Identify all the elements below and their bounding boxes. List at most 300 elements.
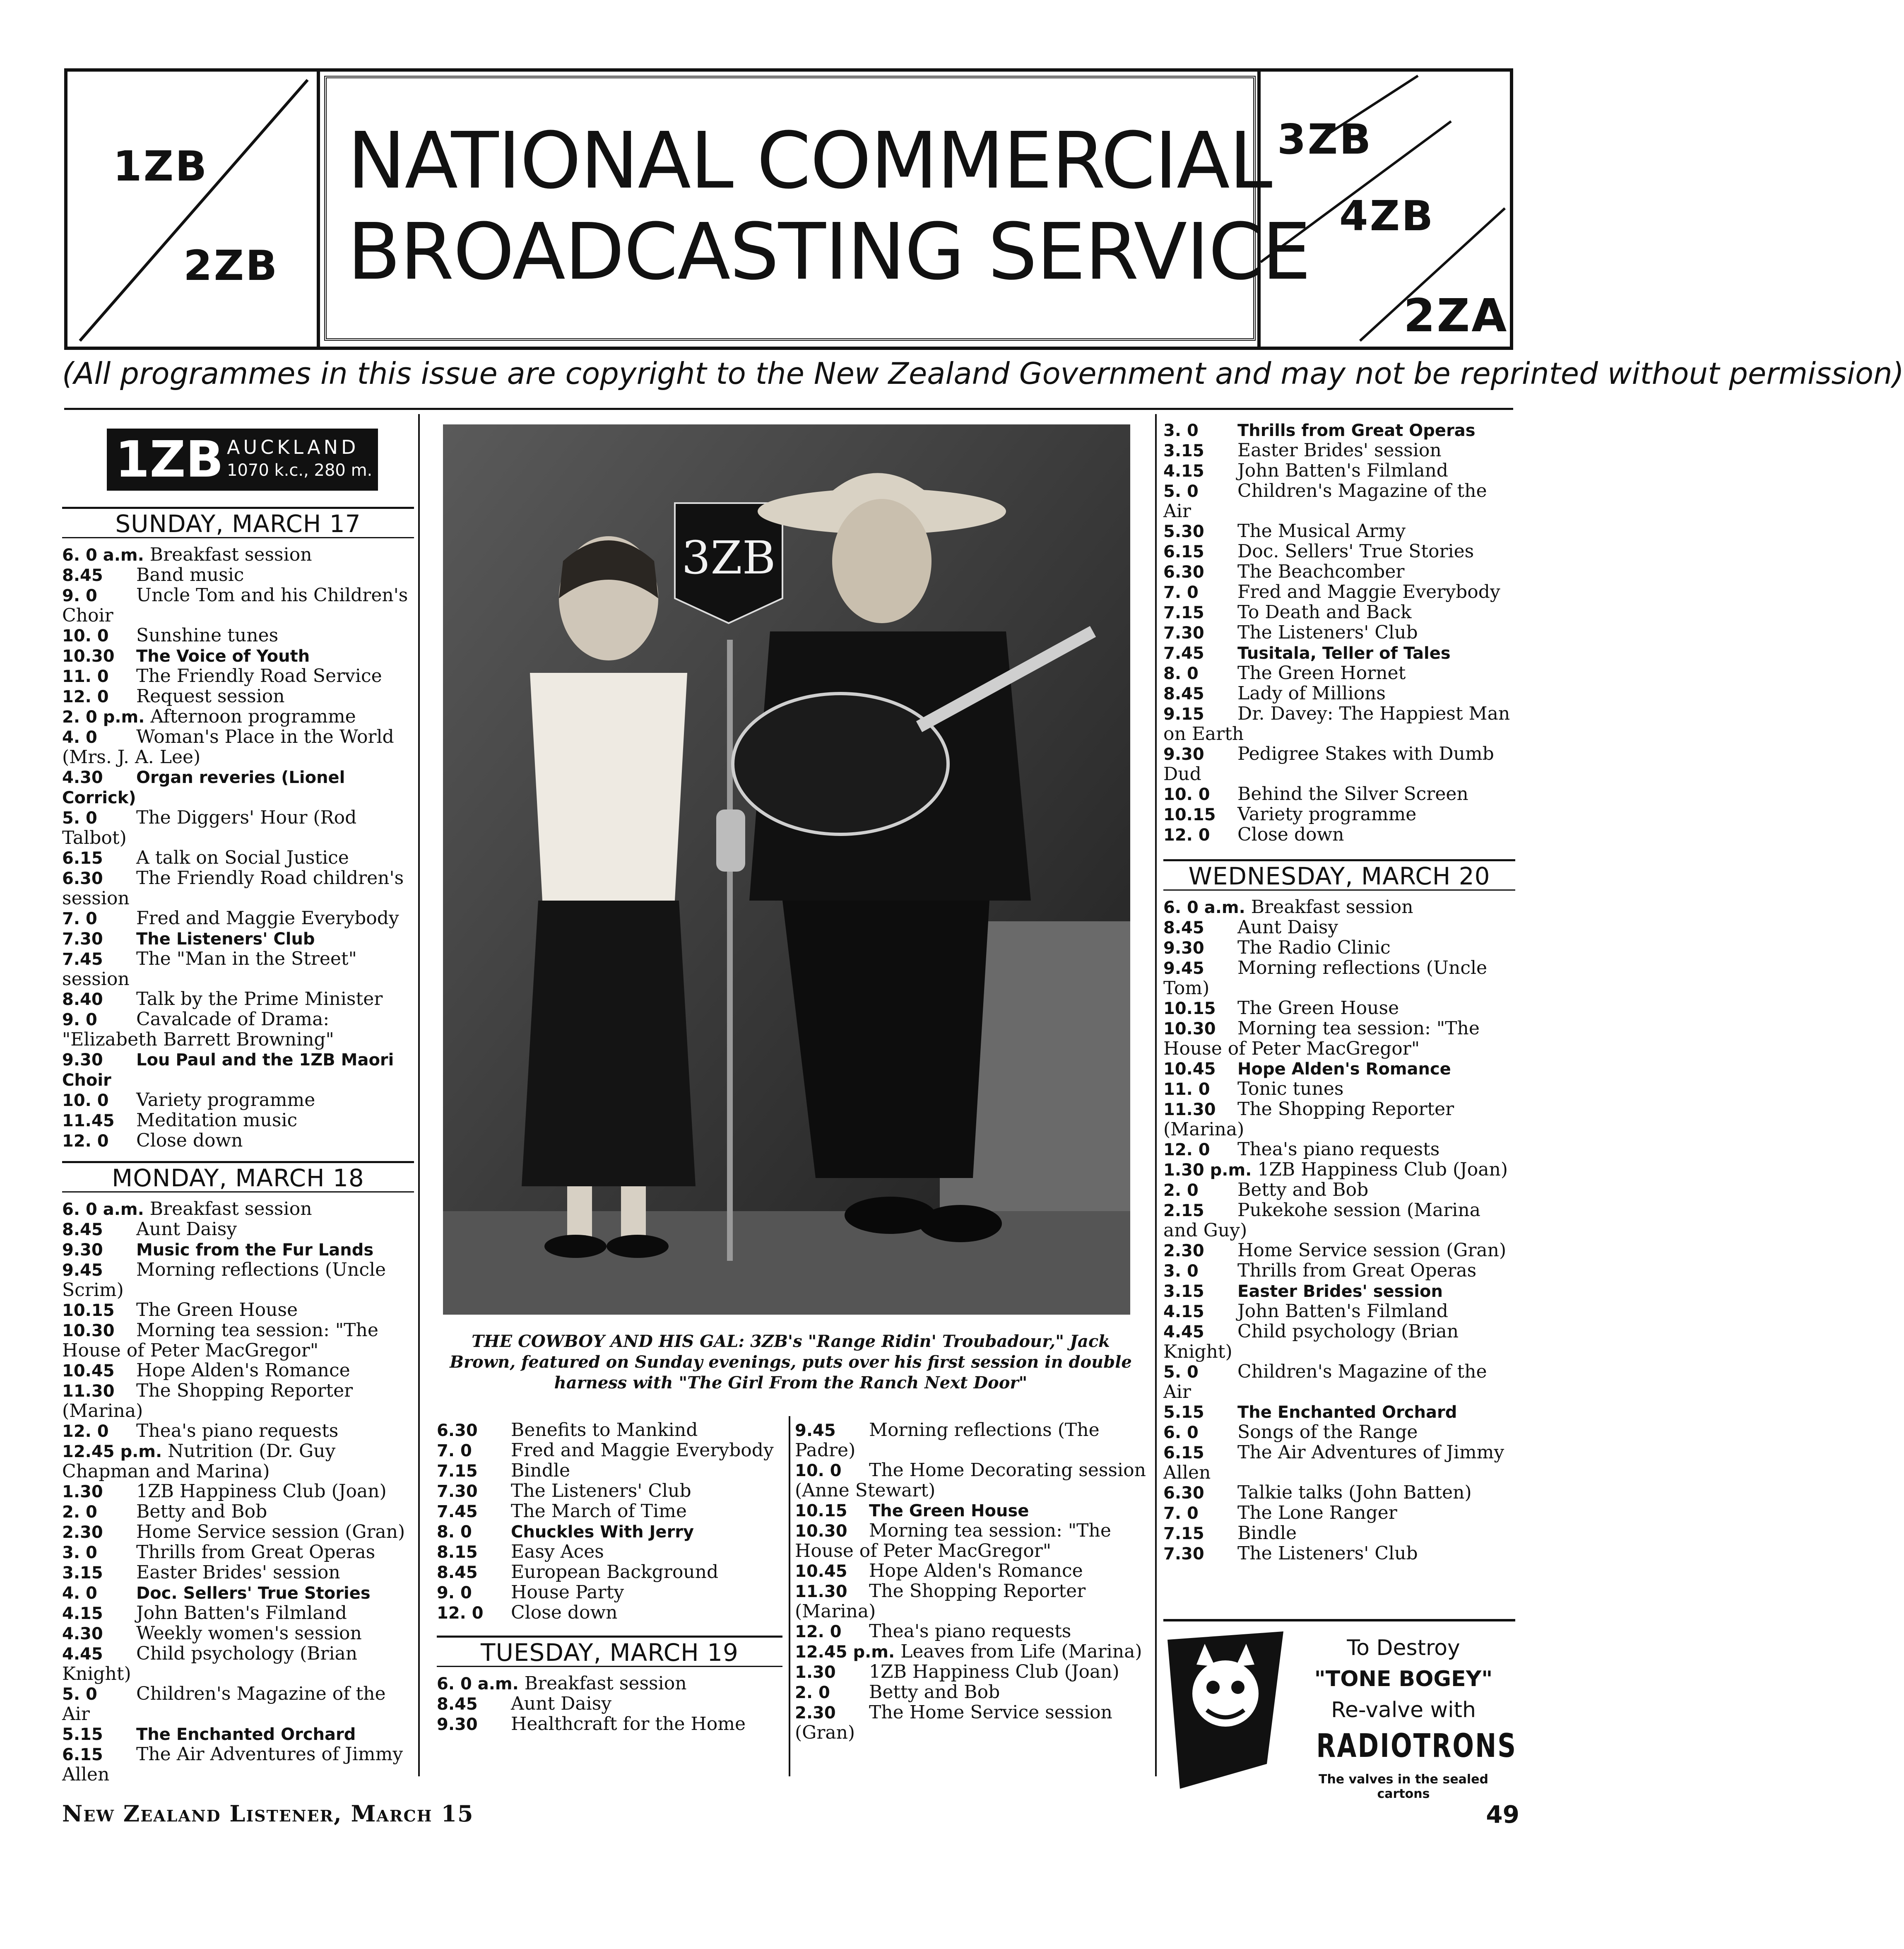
schedule-item (62, 1441, 414, 1482)
schedule-time: 8.45 (62, 566, 103, 585)
diagonal-rule-left (67, 72, 317, 347)
ad-tagline: The valves in the sealed cartons (1318, 1772, 1489, 1801)
radiotrons-advertisement (1163, 1619, 1515, 1801)
programme-title: Songs of the Range (1237, 1421, 1418, 1443)
schedule-item (1163, 938, 1515, 958)
programme-title: The March of Time (511, 1501, 687, 1522)
schedule-time: 10.45 (62, 1361, 115, 1380)
programme-title: Thea's piano requests (136, 1420, 339, 1441)
station-3zb: 3ZB (1277, 115, 1373, 164)
schedule-time: 2. 0 p.m. (62, 708, 145, 727)
day-heading-wednesday: WEDNESDAY, MARCH 20 (1163, 859, 1515, 891)
schedule-item (1163, 461, 1515, 481)
tone-bogey-imp-icon (1163, 1627, 1288, 1793)
schedule-time: 7.45 (1163, 644, 1204, 663)
schedule-item (62, 666, 414, 687)
schedule-item (1163, 1544, 1515, 1564)
programme-title: Morning reflections (Uncle Tom) (1163, 957, 1488, 999)
schedule-item (1163, 1483, 1515, 1503)
programme-title: Easter Brides' session (1237, 1282, 1443, 1301)
schedule-item (62, 1684, 414, 1724)
programme-title: Hope Alden's Romance (136, 1360, 350, 1381)
schedule-item (1163, 602, 1515, 623)
schedule-item (62, 626, 414, 646)
programme-title: Betty and Bob (1237, 1179, 1369, 1200)
programme-title: Pedigree Stakes with Dumb Dud (1163, 743, 1494, 785)
programme-title: The Green House (136, 1299, 298, 1320)
schedule-item (437, 1522, 782, 1542)
programme-title: The Radio Clinic (1237, 937, 1391, 958)
schedule-item (437, 1714, 782, 1735)
schedule-time: 10.15 (1163, 805, 1216, 824)
schedule-time: 9.45 (62, 1261, 103, 1280)
programme-title: Healthcraft for the Home (511, 1713, 746, 1735)
schedule-time: 7. 0 (62, 909, 97, 928)
schedule-item (795, 1581, 1149, 1621)
masthead-title-box (324, 76, 1310, 341)
programme-title: The Air Adventures of Jimmy Allen (62, 1744, 403, 1785)
schedule-time: 4.45 (1163, 1323, 1204, 1342)
schedule-item (1163, 623, 1515, 643)
schedule-time: 11.30 (795, 1582, 847, 1601)
programme-title: Woman's Place in the World (Mrs. J. A. Lee) (62, 726, 394, 768)
schedule-time: 6.30 (62, 869, 103, 888)
schedule-item (437, 1481, 782, 1501)
schedule-time: 9.30 (62, 1050, 103, 1070)
schedule-item (437, 1542, 782, 1562)
schedule-item (1163, 958, 1515, 998)
programme-title: The Listeners' Club (1237, 1543, 1418, 1564)
masthead-right-panel (1257, 72, 1510, 347)
programme-title: The Home Service session (Gran) (795, 1702, 1112, 1743)
schedule-time: 9.30 (1163, 939, 1204, 958)
schedule-item (437, 1603, 782, 1623)
schedule-item (1163, 1503, 1515, 1523)
programme-title: The Green House (1237, 997, 1399, 1019)
schedule-item (1163, 1059, 1515, 1079)
schedule-time: 3.15 (1163, 1282, 1204, 1301)
schedule-time: 6. 0 a.m. (1163, 898, 1245, 917)
schedule-time: 3.15 (1163, 441, 1204, 460)
programme-title: Organ reveries (Lionel Corrick) (62, 768, 345, 807)
schedule-time: 2.30 (795, 1703, 836, 1723)
ad-line-2: "TONE BOGEY" (1314, 1667, 1493, 1691)
programme-title: Variety programme (1237, 804, 1417, 825)
schedule-item (62, 1563, 414, 1583)
programme-title: Fred and Maggie Everybody (136, 908, 399, 929)
schedule-item (1163, 1099, 1515, 1140)
station-badge-1zb (107, 429, 378, 491)
schedule-item (1163, 542, 1515, 562)
schedule-item (62, 1624, 414, 1644)
programme-title: Easy Aces (511, 1541, 604, 1562)
schedule-item (1163, 562, 1515, 582)
schedule-time: 9.30 (437, 1715, 478, 1734)
schedule-time: 10.45 (1163, 1060, 1216, 1079)
schedule-item (437, 1501, 782, 1522)
schedule-time: 4.30 (62, 768, 103, 787)
schedule-time: 7.30 (1163, 624, 1204, 643)
schedule-time: 6.30 (1163, 1484, 1204, 1503)
schedule-time: 3. 0 (1163, 421, 1199, 440)
programme-title: 1ZB Happiness Club (Joan) (136, 1481, 387, 1502)
copyright-notice: (All programmes in this issue are copyright to the New Zealand Government and may not be reprinted without permission) (62, 356, 1904, 391)
schedule-time: 4. 0 (62, 728, 97, 747)
schedule-time: 7. 0 (437, 1441, 472, 1460)
programme-title: Benefits to Mankind (511, 1419, 698, 1441)
schedule-time: 10. 0 (62, 626, 109, 646)
programme-title: The Friendly Road Service (136, 665, 382, 687)
programme-title: Morning reflections (The Padre) (795, 1419, 1100, 1461)
schedule-time: 5.15 (1163, 1403, 1204, 1422)
programme-title: The Musical Army (1237, 520, 1406, 542)
schedule-item (1163, 420, 1515, 441)
schedule-time: 9. 0 (437, 1583, 472, 1602)
programme-title: Dr. Davey: The Happiest Man on Earth (1163, 703, 1510, 744)
programme-title: Sunshine tunes (136, 625, 279, 646)
schedule-time: 10.30 (795, 1522, 847, 1541)
flag-3zb-label: 3ZB (681, 531, 776, 584)
schedule-time: 7.45 (437, 1502, 478, 1521)
schedule-item (1163, 1180, 1515, 1200)
schedule-item (1163, 918, 1515, 938)
schedule-time: 10.15 (795, 1501, 847, 1520)
photo-caption: THE COWBOY AND HIS GAL: 3ZB's "Range Ridin' Troubadour," Jack Brown, featured on Sunday evenings, puts over his first session in double harness with "The Girl From the Ranch Next Door" (450, 1332, 1132, 1392)
programme-title: The Diggers' Hour (Rod Talbot) (62, 807, 357, 848)
schedule-time: 10.15 (1163, 999, 1216, 1018)
schedule-item (1163, 1261, 1515, 1281)
title-line-1: NATIONAL COMMERCIAL (347, 116, 1272, 206)
column-monday-cont-tuesday (437, 1420, 782, 1735)
schedule-item (62, 1644, 414, 1684)
schedule-item (62, 848, 414, 868)
schedule-item (62, 808, 414, 848)
schedule-time: 8.15 (437, 1543, 478, 1562)
schedule-time: 6.15 (62, 849, 103, 868)
programme-title: The "Man in the Street" session (62, 948, 357, 990)
schedule-time: 9.30 (1163, 745, 1204, 764)
schedule-time: 7.15 (1163, 603, 1204, 622)
schedule-time: 4.15 (1163, 462, 1204, 481)
programme-title: Easter Brides' session (136, 1562, 340, 1583)
programme-title: The Enchanted Orchard (136, 1725, 356, 1744)
programme-title: Nutrition (Dr. Guy Chapman and Marina) (62, 1441, 336, 1482)
programme-title: Home Service session (Gran) (136, 1521, 405, 1542)
schedule-list-wednesday (1163, 897, 1515, 1564)
schedule-item (1163, 1322, 1515, 1362)
schedule-item (62, 1744, 414, 1785)
publication-line: New Zealand Listener, March 15 (62, 1800, 474, 1827)
schedule-item (1163, 1301, 1515, 1322)
programme-title: Children's Magazine of the Air (1163, 480, 1487, 522)
badge-city: AUCKLAND (227, 436, 359, 458)
schedule-time: 9. 0 (62, 586, 97, 605)
schedule-time: 7.45 (62, 950, 103, 969)
schedule-time: 12. 0 (437, 1604, 484, 1623)
schedule-time: 12. 0 (62, 687, 109, 706)
schedule-time: 6.15 (1163, 1443, 1204, 1462)
schedule-time: 8.45 (1163, 918, 1204, 937)
schedule-item (795, 1501, 1149, 1521)
schedule-item (62, 1111, 414, 1131)
schedule-item (1163, 1422, 1515, 1443)
schedule-time: 8.40 (62, 990, 103, 1009)
schedule-item (437, 1562, 782, 1583)
schedule-time: 2. 0 (1163, 1181, 1199, 1200)
schedule-time: 2.30 (62, 1523, 103, 1542)
schedule-time: 12. 0 (1163, 1140, 1210, 1159)
programme-title: Aunt Daisy (1237, 917, 1338, 938)
programme-title: Close down (136, 1130, 243, 1151)
schedule-item (1163, 784, 1515, 805)
schedule-time: 5. 0 (62, 809, 97, 828)
schedule-time: 7.15 (1163, 1524, 1204, 1543)
schedule-time: 10. 0 (795, 1461, 842, 1480)
column-divider (1155, 414, 1157, 1776)
schedule-time: 10.45 (795, 1562, 847, 1581)
station-1zb: 1ZB (113, 142, 209, 190)
station-2za: 2ZA (1403, 289, 1509, 342)
schedule-item (62, 585, 414, 626)
schedule-item (1163, 897, 1515, 918)
schedule-item (62, 727, 414, 767)
schedule-item (62, 545, 414, 565)
schedule-item (1163, 1523, 1515, 1544)
programme-title: Meditation music (136, 1110, 298, 1131)
schedule-time: 3.15 (62, 1564, 103, 1583)
schedule-item (1163, 704, 1515, 744)
masthead (64, 68, 1513, 350)
programme-title: Doc. Sellers' True Stories (136, 1584, 371, 1603)
programme-title: The Voice of Youth (136, 647, 310, 666)
schedule-time: 5. 0 (62, 1685, 97, 1704)
schedule-time: 7. 0 (1163, 583, 1199, 602)
programme-title: John Batten's Filmland (1237, 460, 1448, 481)
schedule-item (1163, 1362, 1515, 1402)
schedule-item (1163, 643, 1515, 663)
programme-title: Morning tea session: "The House of Peter MacGregor" (62, 1320, 378, 1361)
programme-title: Thea's piano requests (1237, 1139, 1440, 1160)
schedule-item (1163, 1140, 1515, 1160)
schedule-item (62, 1219, 414, 1240)
schedule-time: 4.15 (1163, 1302, 1204, 1321)
programme-title: Lou Paul and the 1ZB Maori Choir (62, 1050, 394, 1090)
schedule-item (62, 1482, 414, 1502)
schedule-time: 5. 0 (1163, 1363, 1199, 1382)
programme-title: Bindle (1237, 1523, 1297, 1544)
schedule-item (1163, 481, 1515, 521)
column-tuesday-cont (795, 1420, 1149, 1743)
schedule-item (62, 1361, 414, 1381)
schedule-item (795, 1521, 1149, 1561)
schedule-time: 9.15 (1163, 705, 1204, 724)
programme-title: Doc. Sellers' True Stories (1237, 541, 1474, 562)
schedule-item (795, 1642, 1149, 1662)
schedule-item (62, 565, 414, 585)
schedule-item (795, 1561, 1149, 1581)
schedule-item (795, 1682, 1149, 1703)
schedule-item (795, 1703, 1149, 1743)
programme-title: Morning tea session: "The House of Peter MacGregor" (1163, 1018, 1480, 1059)
day-heading-monday: MONDAY, MARCH 18 (62, 1161, 414, 1193)
programme-title: Chuckles With Jerry (511, 1523, 694, 1542)
schedule-item (795, 1621, 1149, 1642)
schedule-time: 1.30 (795, 1663, 836, 1682)
schedule-time: 7.30 (437, 1482, 478, 1501)
schedule-item (1163, 1019, 1515, 1059)
schedule-list-tuesday-cont2 (1163, 420, 1515, 845)
schedule-time: 9.45 (795, 1421, 836, 1440)
schedule-time: 6.30 (1163, 563, 1204, 582)
page-footer (62, 1800, 1519, 1833)
schedule-item (1163, 998, 1515, 1019)
schedule-time: 12. 0 (62, 1422, 109, 1441)
programme-title: Breakfast session (524, 1673, 687, 1694)
programme-title: European Background (511, 1561, 719, 1583)
programme-title: Morning reflections (Uncle Scrim) (62, 1259, 386, 1301)
programme-title: The Enchanted Orchard (1237, 1403, 1457, 1422)
schedule-item (62, 767, 414, 808)
schedule-item (1163, 582, 1515, 602)
schedule-list-sunday (62, 545, 414, 1151)
schedule-time: 3. 0 (1163, 1262, 1199, 1281)
schedule-item (62, 1320, 414, 1361)
programme-title: The Green House (869, 1501, 1029, 1520)
schedule-time: 12. 0 (1163, 826, 1210, 845)
column-divider (418, 414, 420, 1776)
schedule-item (62, 908, 414, 929)
schedule-item (795, 1662, 1149, 1682)
programme-title: Close down (1237, 824, 1344, 845)
column-sunday-monday (62, 501, 414, 1785)
programme-title: Home Service session (Gran) (1237, 1240, 1507, 1261)
day-heading-tuesday: TUESDAY, MARCH 19 (437, 1636, 782, 1667)
schedule-time: 7.15 (437, 1462, 478, 1481)
programme-title: Child psychology (Brian Knight) (62, 1643, 358, 1684)
schedule-time: 10. 0 (1163, 785, 1210, 804)
schedule-time: 7.30 (1163, 1544, 1204, 1564)
schedule-time: 9. 0 (62, 1010, 97, 1029)
photo-cowboy-and-gal (443, 424, 1130, 1315)
programme-title: Uncle Tom and his Children's Choir (62, 585, 408, 626)
programme-title: Betty and Bob (136, 1501, 267, 1522)
schedule-time: 2. 0 (62, 1503, 97, 1522)
schedule-time: 4.15 (62, 1604, 103, 1623)
day-heading-sunday: SUNDAY, MARCH 17 (62, 507, 414, 538)
programme-title: Fred and Maggie Everybody (511, 1440, 774, 1461)
programme-title: Cavalcade of Drama: "Elizabeth Barrett Browning" (62, 1009, 334, 1050)
schedule-time: 8. 0 (1163, 664, 1199, 683)
schedule-item (437, 1694, 782, 1714)
programme-title: House Party (511, 1582, 624, 1603)
schedule-time: 4.30 (62, 1624, 103, 1643)
programme-title: The Listeners' Club (511, 1480, 691, 1501)
programme-title: Easter Brides' session (1237, 440, 1442, 461)
schedule-time: 11.30 (1163, 1100, 1216, 1119)
schedule-time: 9.30 (62, 1241, 103, 1260)
schedule-item (1163, 441, 1515, 461)
schedule-time: 10.30 (62, 1321, 115, 1340)
schedule-item (62, 1724, 414, 1744)
programme-title: Breakfast session (149, 1198, 312, 1219)
schedule-item (1163, 805, 1515, 825)
programme-title: 1ZB Happiness Club (Joan) (869, 1661, 1119, 1682)
programme-title: Talkie talks (John Batten) (1237, 1482, 1472, 1503)
schedule-time: 7.30 (62, 930, 103, 949)
schedule-item (437, 1461, 782, 1481)
programme-title: Hope Alden's Romance (1237, 1060, 1451, 1079)
programme-title: The Lone Ranger (1237, 1502, 1397, 1523)
schedule-time: 6.15 (1163, 542, 1204, 561)
schedule-time: 6.15 (62, 1745, 103, 1764)
programme-title: The Shopping Reporter (Marina) (795, 1580, 1086, 1622)
programme-title: Weekly women's session (136, 1623, 362, 1644)
schedule-time: 6. 0 a.m. (62, 1200, 144, 1219)
programme-title: The Air Adventures of Jimmy Allen (1163, 1442, 1504, 1483)
programme-title: Tusitala, Teller of Tales (1237, 644, 1451, 663)
schedule-time: 11.30 (62, 1382, 115, 1401)
schedule-time: 4.45 (62, 1645, 103, 1664)
programme-title: Pukekohe session (Marina and Guy) (1163, 1200, 1480, 1241)
schedule-item (62, 1522, 414, 1542)
schedule-time: 5. 0 (1163, 482, 1199, 501)
schedule-item (795, 1420, 1149, 1460)
schedule-item (1163, 1160, 1515, 1180)
programme-title: Fred and Maggie Everybody (1237, 581, 1500, 602)
schedule-time: 10. 0 (62, 1091, 109, 1110)
schedule-item (62, 646, 414, 666)
programme-title: Children's Magazine of the Air (62, 1683, 386, 1725)
schedule-item (62, 1260, 414, 1300)
programme-title: Aunt Daisy (511, 1693, 612, 1714)
programme-title: To Death and Back (1237, 602, 1412, 623)
title-line-2: BROADCASTING SERVICE (347, 207, 1310, 297)
schedule-list-monday-cont (437, 1420, 782, 1623)
programme-title: Music from the Fur Lands (136, 1241, 374, 1260)
schedule-item (1163, 1402, 1515, 1422)
schedule-time: 6. 0 a.m. (437, 1674, 519, 1694)
programme-title: Tonic tunes (1237, 1078, 1344, 1099)
station-2zb: 2ZB (183, 241, 279, 290)
schedule-item (62, 989, 414, 1009)
programme-title: Talk by the Prime Minister (136, 988, 383, 1009)
schedule-item (62, 707, 414, 727)
schedule-item (62, 929, 414, 949)
schedule-item (437, 1441, 782, 1461)
schedule-time: 6. 0 (1163, 1423, 1199, 1442)
schedule-time: 10.30 (1163, 1019, 1216, 1038)
schedule-time: 12. 0 (62, 1132, 109, 1151)
schedule-item (1163, 1200, 1515, 1241)
schedule-time: 2.15 (1163, 1201, 1204, 1220)
schedule-time: 12.45 p.m. (62, 1442, 162, 1461)
schedule-time: 12. 0 (795, 1622, 842, 1641)
schedule-item (1163, 825, 1515, 845)
schedule-time: 11. 0 (1163, 1080, 1210, 1099)
programme-title: Betty and Bob (869, 1682, 1000, 1703)
programme-title: The Home Decorating session (Anne Stewart) (795, 1460, 1146, 1501)
schedule-item (1163, 1281, 1515, 1301)
schedule-item (62, 1009, 414, 1050)
programme-title: Afternoon programme (150, 706, 356, 727)
ad-top-rule (1163, 1619, 1515, 1621)
schedule-item (1163, 663, 1515, 684)
schedule-item (62, 1300, 414, 1320)
schedule-time: 6. 0 a.m. (62, 546, 144, 565)
schedule-item (62, 1421, 414, 1441)
programme-title: Close down (511, 1602, 618, 1623)
schedule-time: 12.45 p.m. (795, 1643, 895, 1662)
